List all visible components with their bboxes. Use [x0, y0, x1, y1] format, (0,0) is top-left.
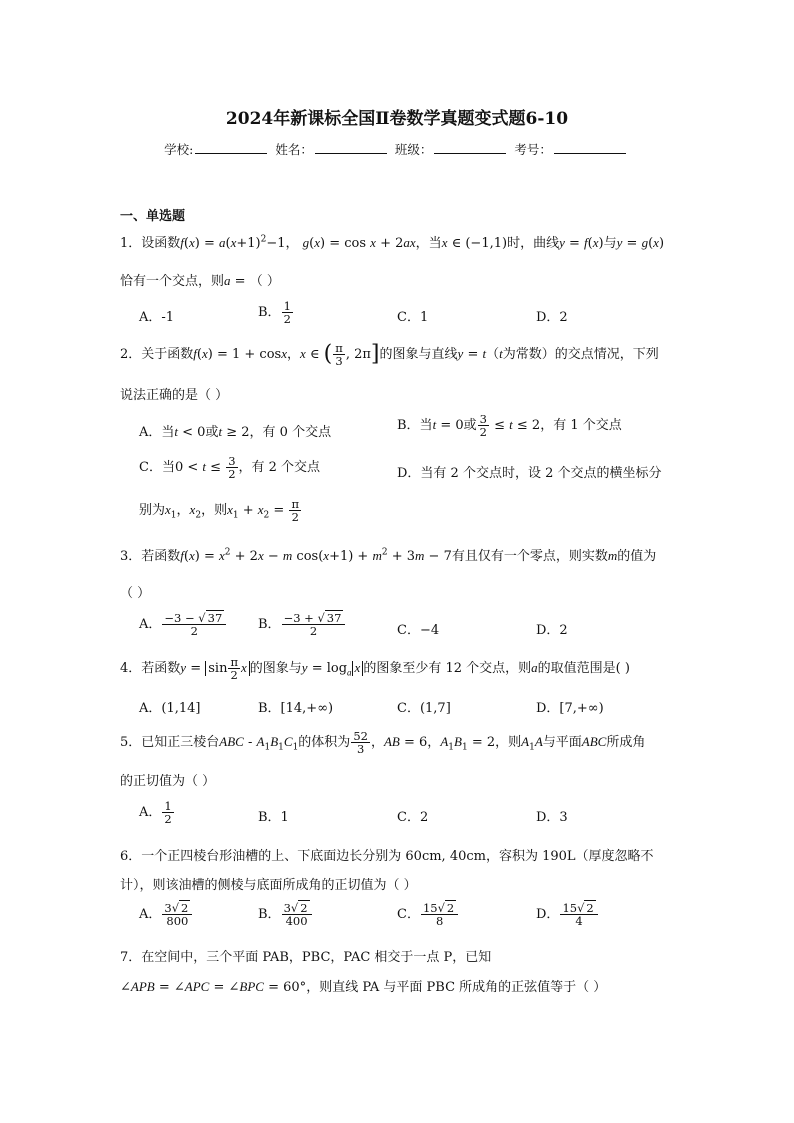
question-3-option-a[interactable]: A． $\frac{-3 - √ 37}{2}$: [139, 612, 227, 637]
question-1-line-1: 1．设函数$f(x) = a(x+1)^2-1$， g(x) = cos x + 2ax，当x ∈ (−1,1)时，曲线y = f(x)与y = g(x): [120, 234, 665, 251]
question-5-option-d[interactable]: D．3: [536, 810, 568, 825]
page-title: 2024年新课标全国Ⅱ卷数学真题变式题6-10: [225, 109, 569, 129]
question-6-option-a[interactable]: A． $\frac{3√ 2}{800}$: [139, 902, 193, 927]
question-6-line-2: 计），则该油槽的侧棱与底面所成角的正切值为（ ）: [120, 878, 417, 893]
question-1-line-2: 恰有一个交点，则a = （ ）: [120, 273, 280, 289]
name-blank[interactable]: [315, 141, 387, 154]
id-label: 考号：: [514, 142, 552, 157]
question-4-option-c[interactable]: C．(1,7]: [397, 701, 451, 716]
question-2-option-b[interactable]: B．当t = 0或 $\frac{3}{2}$ ≤ t ≤ 2，有 1 个交点: [397, 412, 622, 440]
question-6-line-1: 6．一个正四棱台形油槽的上、下底面边长分别为 60cm, 40cm，容积为 190L（厚度忽略不: [120, 849, 654, 864]
question-6-option-c[interactable]: C． $\frac{15√ 2}{8}$: [397, 902, 459, 927]
student-info-line: [0, 140, 794, 158]
question-2-line-2: 说法正确的是（ ）: [120, 388, 229, 403]
question-4-option-d[interactable]: D．[7,+∞): [536, 701, 604, 716]
question-1-option-d[interactable]: D．2: [536, 310, 568, 325]
question-1-option-c[interactable]: C．1: [397, 310, 429, 325]
question-7-line-2: ∠APB = ∠APC = ∠BPC = 60°，则直线 PA 与平面 PBC 所成角的正弦值等于（ ）: [120, 979, 607, 995]
school-label: 学校:: [164, 142, 194, 157]
question-4-line-1: 4．若函数y = sin $\frac{\pi}{2}$ x 的图象与$y = \log_a x$ 的图象至少有 12 个交点，则a的取值范围是( ): [120, 655, 630, 683]
question-3-option-c[interactable]: C．−4: [397, 623, 440, 638]
question-2-option-d[interactable]: D．当有 2 个交点时，设 2 个交点的横坐标分: [397, 466, 662, 481]
question-6-option-b[interactable]: B． $\frac{3√ 2}{400}$: [258, 902, 313, 927]
section-title: 一、单选题: [120, 209, 186, 224]
question-2-option-d-line-2: 别为$x_1$，$x_2$，则$x_1 + x_2$ = $\frac{\pi}{2}$: [139, 497, 300, 525]
question-7-line-1: 7．在空间中，三个平面 PAB，PBC，PAC 相交于一点 P，已知: [120, 950, 492, 965]
question-5-option-c[interactable]: C．2: [397, 810, 429, 825]
question-5-line-1: 5．已知正三棱台ABC - $A_1B_1C_1$的体积为 $\frac{52}{3}$ ，AB = 6，$A_1B_1 = 2$，则$A_1A$与平面ABC所成角: [120, 729, 646, 757]
question-3-line-2: （ ）: [120, 586, 151, 601]
question-5-option-a[interactable]: A． $\frac{1}{2}$: [139, 799, 172, 827]
question-5-line-2: 的正切值为（ ）: [120, 774, 216, 789]
school-blank[interactable]: [195, 141, 267, 154]
question-1-option-b[interactable]: B． $\frac{1}{2}$: [258, 299, 291, 327]
name-label: 姓名：: [275, 142, 313, 157]
class-label: 班级：: [394, 142, 433, 157]
question-3-line-1: 3．若函数$f(x) = x^2 + 2x - m$ $\cos(x+1) + m^2 + 3m - 7$有且仅有一个零点，则实数m的值为: [120, 547, 657, 564]
question-4-option-b[interactable]: B．[14,+∞): [258, 701, 334, 716]
question-2-option-a[interactable]: A．当t < 0或t ≥ 2，有 0 个交点: [139, 424, 332, 440]
question-4-option-a[interactable]: A．(1,14]: [139, 701, 201, 716]
question-2-line-1: 2．关于函数f(x) = 1 + cosx，x ∈ ( $\frac{\pi}{3}$ , 2π]的图象与直线y = t（t为常数）的交点情况，下列: [120, 341, 659, 369]
question-6-option-d[interactable]: D． $\frac{15√ 2}{4}$: [536, 902, 599, 927]
id-blank[interactable]: [554, 141, 626, 154]
question-1-option-a[interactable]: A．-1: [139, 310, 175, 325]
class-blank[interactable]: [434, 141, 506, 154]
question-3-option-b[interactable]: B． $\frac{-3 + √ 37}{2}$: [258, 612, 346, 637]
question-2-option-c[interactable]: C．当0 < t ≤ $\frac{3}{2}$ ，有 2 个交点: [139, 454, 321, 482]
question-5-option-b[interactable]: B．1: [258, 810, 289, 825]
question-3-option-d[interactable]: D．2: [536, 623, 568, 638]
